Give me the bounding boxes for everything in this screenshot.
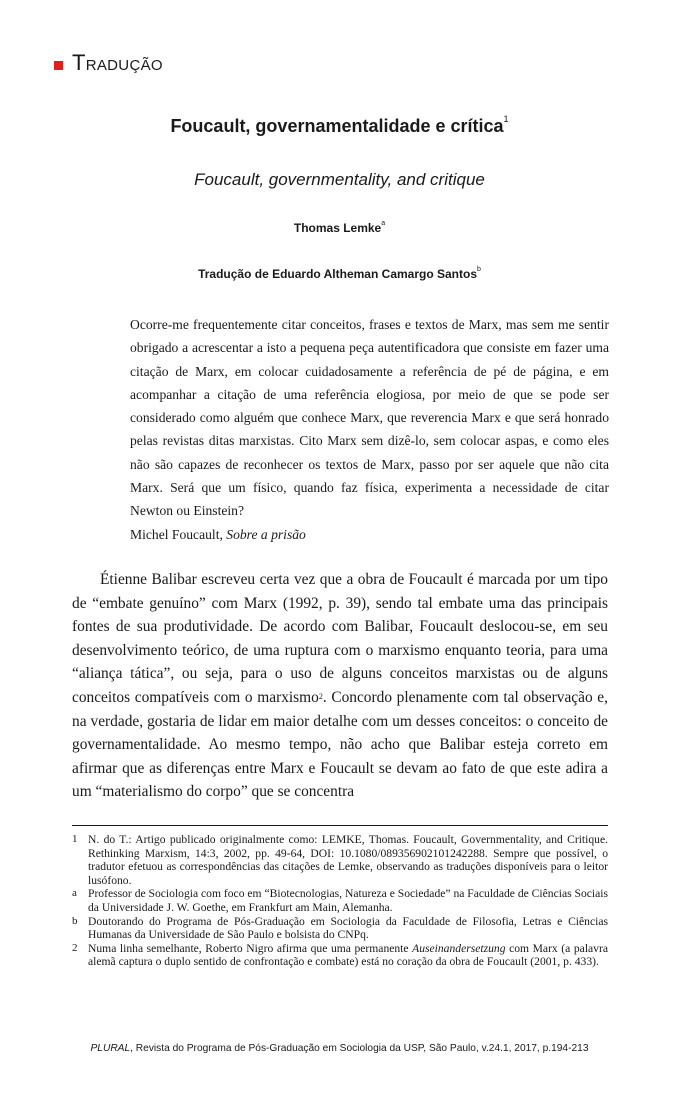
epigraph bbox=[130, 313, 609, 546]
footnote-text: Professor de Sociologia com foco em “Biotecnologias, Natureza e Sociedade” na Faculdade de Ciências Sociais da Universidade J. W. Goethe, em Frankfurt am Main, Alemanha. bbox=[88, 887, 608, 914]
article-title bbox=[0, 116, 679, 137]
footnote-text-part: Numa linha semelhante, Roberto Nigro afirma que uma permanente bbox=[88, 941, 413, 955]
journal-name: PLURAL bbox=[90, 1043, 131, 1054]
article-title-text: Foucault, governamentalidade e crítica bbox=[170, 116, 504, 136]
epigraph-source bbox=[130, 523, 609, 546]
footnote-item bbox=[72, 833, 608, 887]
epigraph-source-author: Michel Foucault, bbox=[130, 526, 227, 542]
footnote-item bbox=[72, 915, 608, 942]
author-name: Thomas Lemke bbox=[293, 221, 382, 235]
body-footnote-ref[interactable]: 2 bbox=[318, 691, 323, 701]
footnote-text bbox=[88, 942, 608, 969]
footnote-text: N. do T.: Artigo publicado originalmente como: LEMKE, Thomas. Foucault, Governmentality, and Critique. Rethinking Marxism, 14:3, 2002, pp. 49-64, DOI: 10.1080/089356902101242288. Sempre que possível, o tradutor efetuou as correspondências das citações de Lemke, observando as traduções disponíveis para o leitor lusófono. bbox=[88, 833, 608, 887]
footnote-divider bbox=[72, 825, 608, 826]
section-label: Tradução bbox=[72, 50, 163, 75]
translator-footnote-ref[interactable]: b bbox=[477, 266, 481, 273]
footnote-mark: 2 bbox=[72, 941, 78, 954]
body-text-part-2: . Concordo plenamente com tal observação e, na verdade, gostaria de lidar em maior detalhe com um desses conceitos: o conceito de governamentalidade. Ao mesmo tempo, não acho que Balibar esteja correto em afirmar que as diferenças entre Marx e Foucault se devam ao fato de que este adira a um “materialismo do corpo” que se concentra bbox=[72, 688, 608, 801]
translator-name: Tradução de Eduardo Altheman Camargo Santos bbox=[198, 267, 478, 281]
body-text-part-1: Étienne Balibar escreveu certa vez que a obra de Foucault é marcada por um tipo de “embate genuíno” com Marx (1992, p. 39), sendo tal embate uma das principais fontes de sua produtividade. De acordo com Balibar, Foucault deslocou-se, em seu desenvolvimento teórico, de uma ruptura com o marxismo enquanto teoria, para uma “aliança tática”, ou seja, para o uso de alguns conceitos marxistas ou de alguns conceitos compatíveis com o marxismo bbox=[72, 571, 608, 706]
footer-citation: , Revista do Programa de Pós-Graduação em Sociologia da USP, São Paulo, v.24.1, 2017, p.194-213 bbox=[130, 1043, 589, 1054]
article-translator bbox=[0, 267, 679, 281]
section-header bbox=[54, 50, 163, 76]
author-footnote-ref[interactable]: a bbox=[381, 220, 386, 227]
footnote-italic-term: Auseinandersetzung bbox=[412, 941, 506, 955]
title-footnote-ref[interactable]: 1 bbox=[503, 114, 509, 124]
epigraph-text: Ocorre-me frequentemente citar conceitos, frases e textos de Marx, mas sem me sentir obrigado a acrescentar a isto a pequena peça autentificadora que consiste em fazer uma citação de Marx, em colocar cuidadosamente a referência de pé de página, e em acompanhar a citação de uma referência elogiosa, por meio de que se pode ser considerado como alguém que conhece Marx, que reverencia Marx e que será honrado pelas revistas ditas marxistas. Cito Marx sem dizê-lo, sem colocar aspas, e como eles não são capazes de reconhecer os textos de Marx, passo por ser aquele que não cita Marx. Será que um físico, quando faz física, experimenta a necessidade de citar Newton ou Einstein? bbox=[130, 317, 609, 519]
footnote-mark: b bbox=[72, 914, 78, 927]
footnote-text: Doutorando do Programa de Pós-Graduação em Sociologia da Faculdade de Filosofia, Letras e Ciências Humanas da Universidade de São Paulo e bolsista do CNPq. bbox=[88, 914, 608, 942]
footnote-mark: a bbox=[72, 887, 77, 900]
footnote-text-part: com Marx (a palavra alemã captura o duplo sentido de confrontação e combate) está no coração da obra de Foucault (2001, p. 433). bbox=[88, 941, 608, 969]
body-text bbox=[72, 568, 608, 804]
article-author bbox=[0, 221, 679, 235]
running-footer bbox=[0, 1043, 679, 1054]
footnote-mark: 1 bbox=[72, 833, 78, 845]
epigraph-source-work: Sobre a prisão bbox=[226, 526, 306, 542]
footnote-item bbox=[72, 887, 608, 914]
section-marker-square bbox=[54, 61, 63, 70]
footnotes bbox=[72, 833, 608, 969]
body-paragraph bbox=[72, 568, 608, 804]
article-subtitle: Foucault, governmentality, and critique bbox=[194, 170, 485, 189]
footnote-item bbox=[72, 942, 608, 969]
